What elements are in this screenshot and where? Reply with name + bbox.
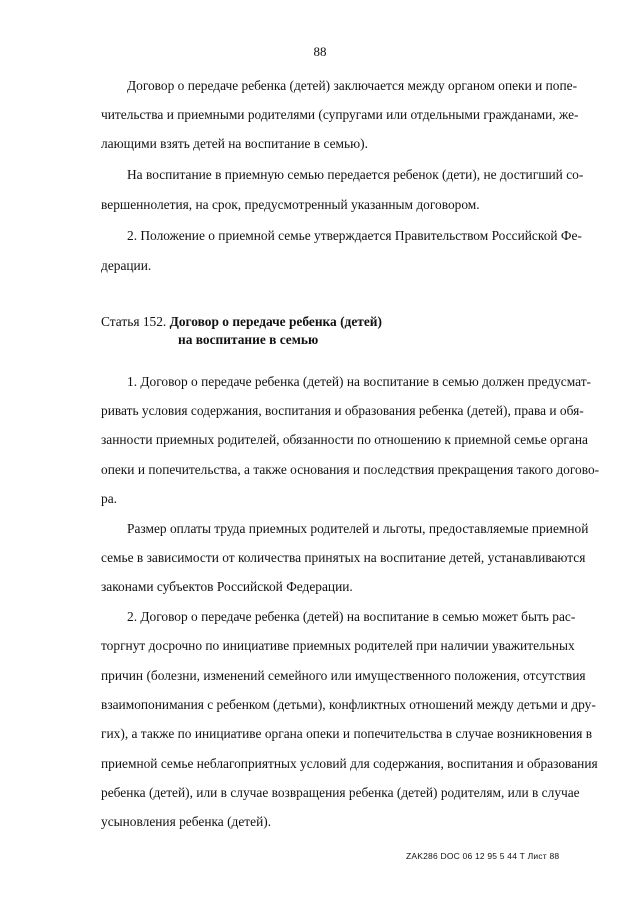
- article-title: Договор о передаче ребенка (детей): [169, 314, 382, 329]
- text-line: причин (болезни, изменений семейного или имущественного положения, отсутствия: [101, 668, 586, 683]
- text-line: ра.: [101, 491, 117, 506]
- text-line: законами субъектов Российской Федерации.: [101, 579, 353, 594]
- text-line: дерации.: [101, 258, 152, 273]
- text-line: На воспитание в приемную семью передается ребенок (дети), не достигший со-: [127, 167, 584, 182]
- text-line: приемной семье неблагоприятных условий для содержания, воспитания и образования: [101, 756, 598, 771]
- text-line: Размер оплаты труда приемных родителей и льготы, предоставляемые приемной: [127, 521, 589, 536]
- text-line: ребенка (детей), или в случае возвращения ребенка (детей) родителям, или в случае: [101, 785, 580, 800]
- article-heading: [101, 314, 382, 330]
- article-number: Статья 152.: [101, 314, 167, 329]
- text-line: опеки и попечительства, а также основания и последствия прекращения такого догово-: [101, 462, 600, 477]
- text-line: лающими взять детей на воспитание в семью).: [101, 136, 368, 151]
- text-line: торгнут досрочно по инициативе приемных родителей при наличии уважительных: [101, 638, 575, 653]
- document-footer: ZAK286 DOC 06 12 95 5 44 Т Лист 88: [406, 851, 560, 861]
- text-line: 2. Положение о приемной семье утверждается Правительством Российской Фе-: [127, 228, 582, 243]
- text-line: Договор о передаче ребенка (детей) заключается между органом опеки и попе-: [127, 78, 578, 93]
- text-line: чительства и приемными родителями (супругами или отдельными гражданами, же-: [101, 107, 579, 122]
- text-line: усыновления ребенка (детей).: [101, 814, 272, 829]
- text-line: взаимопонимания с ребенком (детьми), конфликтных отношений между детьми и дру-: [101, 697, 596, 712]
- text-line: занности приемных родителей, обязанности по отношению к приемной семье органа: [101, 432, 588, 447]
- text-line: 1. Договор о передаче ребенка (детей) на воспитание в семью должен предусмат-: [127, 374, 592, 389]
- text-line: вершеннолетия, на срок, предусмотренный указанным договором.: [101, 197, 480, 212]
- text-line: ривать условия содержания, воспитания и образования ребенка (детей), права и обя-: [101, 403, 584, 418]
- article-title-continued: на воспитание в семью: [178, 332, 319, 347]
- page-number: 88: [313, 44, 327, 59]
- text-line: гих), а также по инициативе органа опеки и попечительства в случае возникновения в: [101, 726, 593, 741]
- text-line: семье в зависимости от количества принятых на воспитание детей, устанавливаются: [101, 550, 586, 565]
- text-line: 2. Договор о передаче ребенка (детей) на воспитание в семью может быть рас-: [127, 609, 576, 624]
